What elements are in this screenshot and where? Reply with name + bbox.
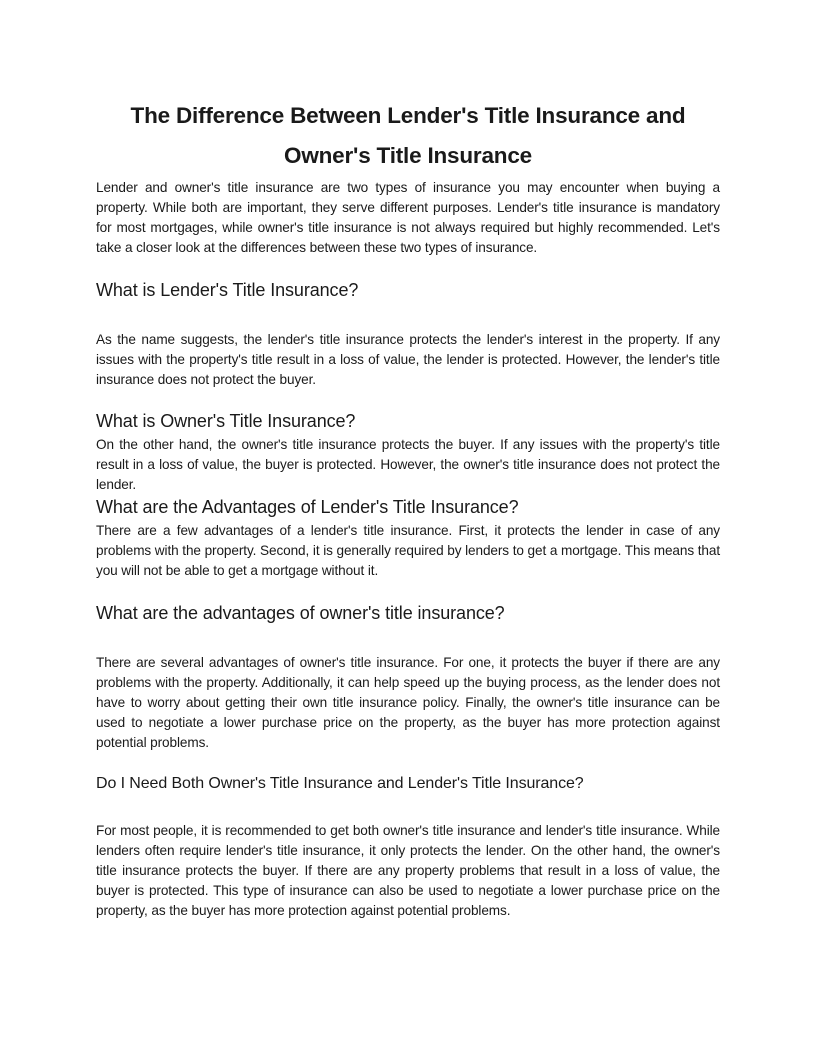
section-body-lender-advantages: There are a few advantages of a lender's title insurance. First, it protects the lender in case of any problems with the property. Second, it is generally required by lenders to get a mortgage. This means that you will not be able to get a mortgage without it. bbox=[96, 523, 720, 578]
section-heading-lenders-title-insurance: What is Lender's Title Insurance? bbox=[96, 280, 359, 300]
document-page bbox=[96, 96, 720, 921]
section-heading-owner-advantages: What are the advantages of owner's title insurance? bbox=[96, 603, 505, 623]
section-body-need-both: For most people, it is recommended to get both owner's title insurance and lender's title insurance. While lenders often require lender's title insurance, it only protects the lender. On the other hand, the owner's title insurance protects the buyer. If there are any property problems that result in a loss of value, the buyer is protected. This type of insurance can also be used to negotiate a lower purchase price on the property, as the buyer has more protection against potential problems. bbox=[96, 823, 720, 918]
document-title: The Difference Between Lender's Title Insurance and Owner's Title Insurance bbox=[130, 103, 686, 168]
section-body-lenders-title-insurance: As the name suggests, the lender's title insurance protects the lender's interest in the property. If any issues with the property's title result in a loss of value, the lender is protected. However, the lender's title insurance does not protect the buyer. bbox=[96, 332, 720, 387]
intro-paragraph: Lender and owner's title insurance are two types of insurance you may encounter when buying a property. While both are important, they serve different purposes. Lender's title insurance is mandatory for most mortgages, while owner's title insurance is not always required but highly recommended. Let's take a closer look at the differences between these two types of insurance. bbox=[96, 180, 720, 255]
section-heading-need-both: Do I Need Both Owner's Title Insurance and Lender's Title Insurance? bbox=[96, 775, 584, 792]
section-heading-lender-advantages: What are the Advantages of Lender's Title Insurance? bbox=[96, 497, 519, 517]
section-body-owners-title-insurance: On the other hand, the owner's title insurance protects the buyer. If any issues with the property's title result in a loss of value, the buyer is protected. However, the owner's title insurance does not protect the lender. bbox=[96, 437, 720, 492]
section-body-owner-advantages: There are several advantages of owner's title insurance. For one, it protects the buyer if there are any problems with the property. Additionally, it can help speed up the buying process, as the lender does not have to worry about getting their own title insurance policy. Finally, the owner's title insurance can be used to negotiate a lower purchase price on the property, as the buyer has more protection against potential problems. bbox=[96, 655, 720, 750]
section-heading-owners-title-insurance: What is Owner's Title Insurance? bbox=[96, 411, 356, 431]
